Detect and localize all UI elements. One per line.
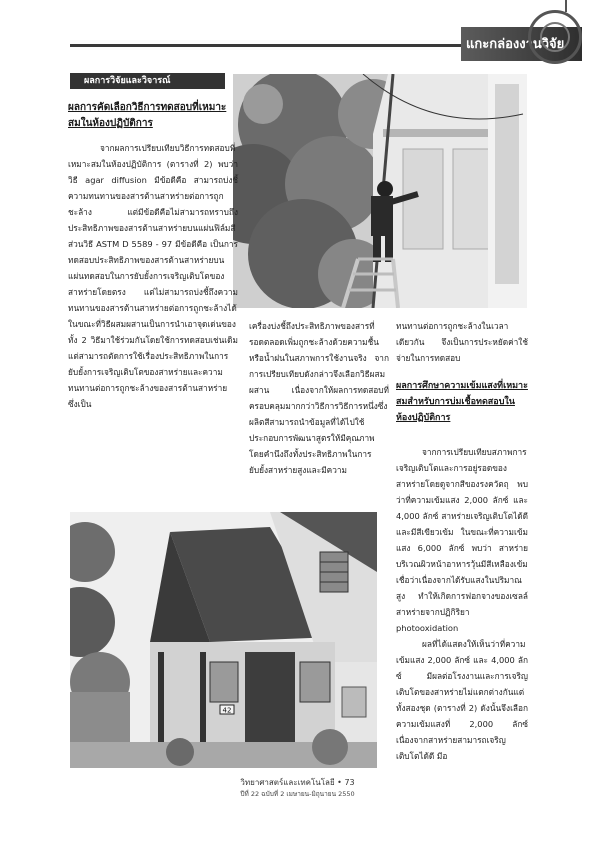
- footer-journal-page: วิทยาศาสตร์และเทคโนโลยี • 73: [240, 778, 355, 787]
- page-footer: [0, 776, 595, 799]
- footer-issue: ปีที่ 22 ฉบับที่ 2 เมษายน-มิถุนายน 2550: [240, 790, 355, 798]
- photo-old-house: [70, 512, 377, 768]
- column-1-paragraph: จากผลการเปรียบเทียบวิธีการทดสอบที่เหมาะสมในห้องปฏิบัติการ (ตารางที่ 2) พบว่า วิธี agar diffusion มีข้อดีคือ สามารถบ่งชี้ความทนทานของสารต้านสาหร่ายต่อการถูกชะล้าง แต่มีข้อดีคือไม่สามารถทราบถึงประสิทธิภาพของสารต้านสาหร่ายบนแผ่นฟิล์มสี ส่วนวิธี ASTM D 5589 - 97 มีข้อดีคือ เป็นการทดสอบประสิทธิภาพของสารต้านสาหร่ายบนแผ่นทดสอบในการยับยั้งการเจริญเติบโตของสาหร่ายโดยตรง แต่ไม่สามารถบ่งชี้ถึงความทนทานของสารต้านสาหร่ายต่อการถูกชะล้างได้ ในขณะที่วิธีผสมผสานเป็นการนำเอาจุดเด่นของทั้ง 2 วิธีมาใช้ร่วมกันโดยใช้การทดสอบเช่นเดิม แต่สามารถตัดการใช้เรื่องประสิทธิภาพในการยับยั้งการเจริญเติบโตของสาหร่ายและความทนทานต่อการถูกชะล้างของสารต้านสาหร่าย ซึ่งเป็น: [68, 143, 238, 409]
- column-2-paragraph: เครื่องบ่งชี้ถึงประสิทธิภาพของสารที่รอดตลอดเพิ่มถูกชะล้างด้วยความชื้นหรือน้ำฝนในสภาพการใช้งานจริง จากการเปรียบเทียบดังกล่าวจึงเลือกวิธีผสมผสาน เนื่องจากให้ผลการทดสอบที่ครอบคลุมมากกว่าวิธีการวิธีการหนึ่งซึ่งผลิตสีสามารถนำข้อมูลที่ได้ไปใช้ประกอบการพัฒนาสูตรให้มีคุณภาพโดยคำนึงถึงทั้งประสิทธิภาพในการยับยั้งสาหร่ายสูงและมีความ: [249, 321, 389, 475]
- column-3: [396, 318, 528, 764]
- section-tag: ผลการวิจัยและวิจารณ์: [70, 73, 225, 89]
- corner-tick-decoration: [565, 0, 567, 12]
- target-circle-inner-decoration: [540, 22, 570, 52]
- house-number: 42: [222, 706, 232, 715]
- column-1: [68, 100, 238, 412]
- header-rule: [70, 44, 461, 47]
- column-3-heading: ผลการศึกษาความเข้มแสงที่เหมาะสมสำหรับการบ่มเชื้อทดสอบในห้องปฏิบัติการ: [396, 381, 528, 423]
- column-2: [249, 318, 389, 478]
- article-heading: ผลการคัดเลือกวิธีการทดสอบที่เหมาะสมในห้องปฏิบัติการ: [68, 102, 227, 129]
- section-title: แกะกล่องงานวิจัย: [466, 37, 565, 52]
- photo-worker-on-ladder: [233, 74, 527, 308]
- column-3-paragraph-1: ทนทานต่อการถูกชะล้างในเวลาเดียวกัน จึงเป็นการประหยัดค่าใช้จ่ายในการทดสอบ: [396, 321, 528, 363]
- column-3-paragraph-2: จากการเปรียบเทียบสภาพการเจริญเติบโตและการอยู่รอดของสาหร่ายโดยดูจากสีของรงควัตถุ พบว่าที่ความเข้มแสง 2,000 ลักซ์ และ 4,000 ลักซ์ สาหร่ายเจริญเติบโตได้ดีและมีสีเขียวเข้ม ในขณะที่ความเข้มแสง 6,000 ลักซ์ พบว่า สาหร่ายบริเวณผิวหน้าอาหารวุ้นมีสีเหลืองเข้ม เชื่อว่าเนื่องจากได้รับแสงในปริมาณสูง ทำให้เกิดการฟอกจางของเซลล์สาหร่ายจากปฏิกิริยา photooxidation: [396, 447, 528, 633]
- column-3-paragraph-3: ผลที่ได้แสดงให้เห็นว่าที่ความเข้มแสง 2,000 ลักซ์ และ 4,000 ลักซ์ มีผลต่อโรงงานและการเจริญเติบโตของสาหร่ายไม่แตกต่างกันแต่ทั้งสองชุด (ตารางที่ 2) ดังนั้นจึงเลือกความเข้มแสงที่ 2,000 ลักซ์ เนื่องจากสาหร่ายสามารถเจริญเติบโตได้ดี มีอ: [396, 639, 528, 761]
